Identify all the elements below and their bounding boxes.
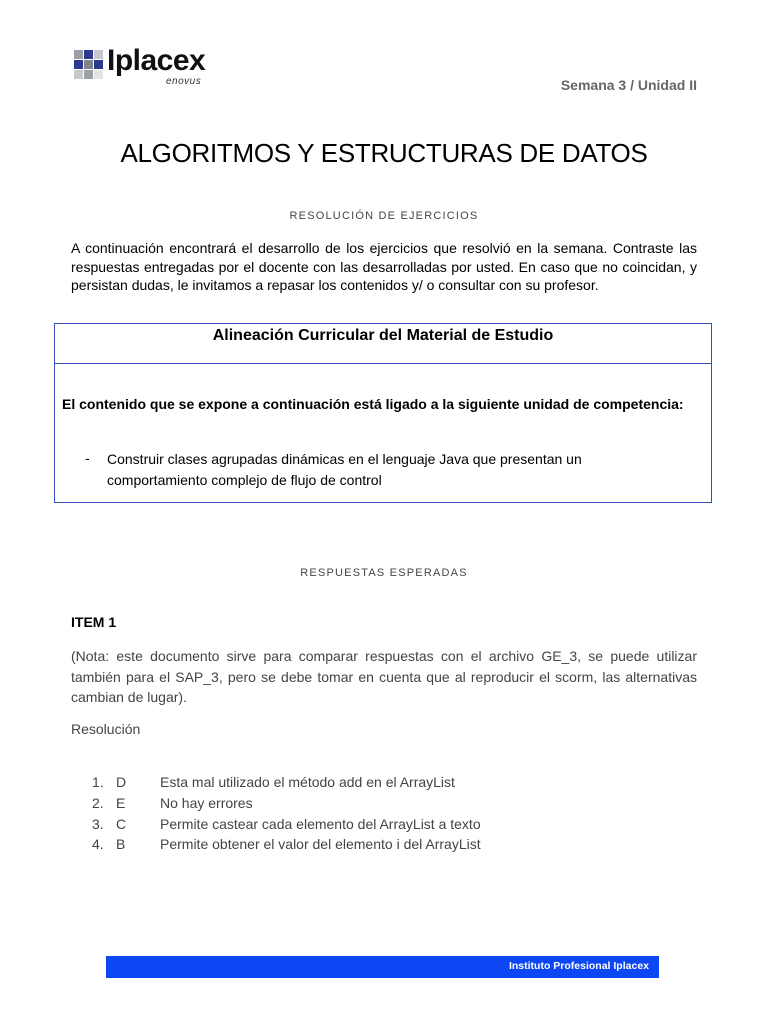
answer-text: Esta mal utilizado el método add en el ArrayList (160, 774, 455, 790)
logo-subtitle: enovus (166, 76, 202, 87)
footer-bar (106, 956, 659, 978)
logo-grid-icon (74, 50, 104, 80)
answer-number: 3. (92, 815, 104, 832)
competency-item: Construir clases agrupadas dinámicas en el lenguaje Java que presentan un comportamiento complejo de flujo de control (107, 451, 582, 488)
intro-paragraph: A continuación encontrará el desarrollo de los ejercicios que resolvió en la semana. Contraste las respuestas entregadas por el docente con las desarrolladas por usted. En caso que no coincidan, y persistan dudas, le invitamos a repasar los contenidos y/ o consultar con su profesor. (71, 240, 697, 293)
footer-institution: Instituto Profesional Iplacex (508, 960, 649, 972)
answer-letter: C (116, 815, 127, 832)
box-heading: Alineación Curricular del Material de Estudio (55, 324, 711, 364)
bullet-dash: - (85, 450, 90, 466)
answer-number: 2. (92, 794, 104, 811)
resolution-label: Resolución (71, 721, 141, 737)
note-paragraph: (Nota: este documento sirve para comparar respuestas con el archivo GE_3, se puede utilizar también para el SAP_3, pero se debe tomar en cuenta que al reproducir el scorm, las alternativas cambian de lugar). (71, 648, 697, 705)
item-title: ITEM 1 (71, 614, 117, 630)
answer-letter: D (116, 774, 127, 790)
page-title: ALGORITMOS Y ESTRUCTURAS DE DATOS (120, 138, 648, 168)
answer-text: Permite castear cada elemento del ArrayList a texto (160, 815, 481, 832)
week-unit-label: Semana 3 / Unidad II (560, 77, 697, 93)
expected-answers-title: RESPUESTAS ESPERADAS (300, 567, 468, 579)
answer-number: 1. (92, 774, 104, 790)
answer-text: Permite obtener el valor del elemento i del ArrayList (160, 836, 481, 853)
section-subtitle: RESOLUCIÓN DE EJERCICIOS (289, 210, 479, 222)
competency-statement: El contenido que se expone a continuación está ligado a la siguiente unidad de competencia: (62, 396, 684, 412)
answer-letter: B (116, 836, 126, 853)
answer-letter: E (116, 794, 126, 811)
curricular-alignment-box (54, 323, 712, 503)
logo-name: Iplacex (107, 44, 206, 77)
answer-text: No hay errores (160, 794, 253, 811)
answer-number: 4. (92, 836, 104, 853)
